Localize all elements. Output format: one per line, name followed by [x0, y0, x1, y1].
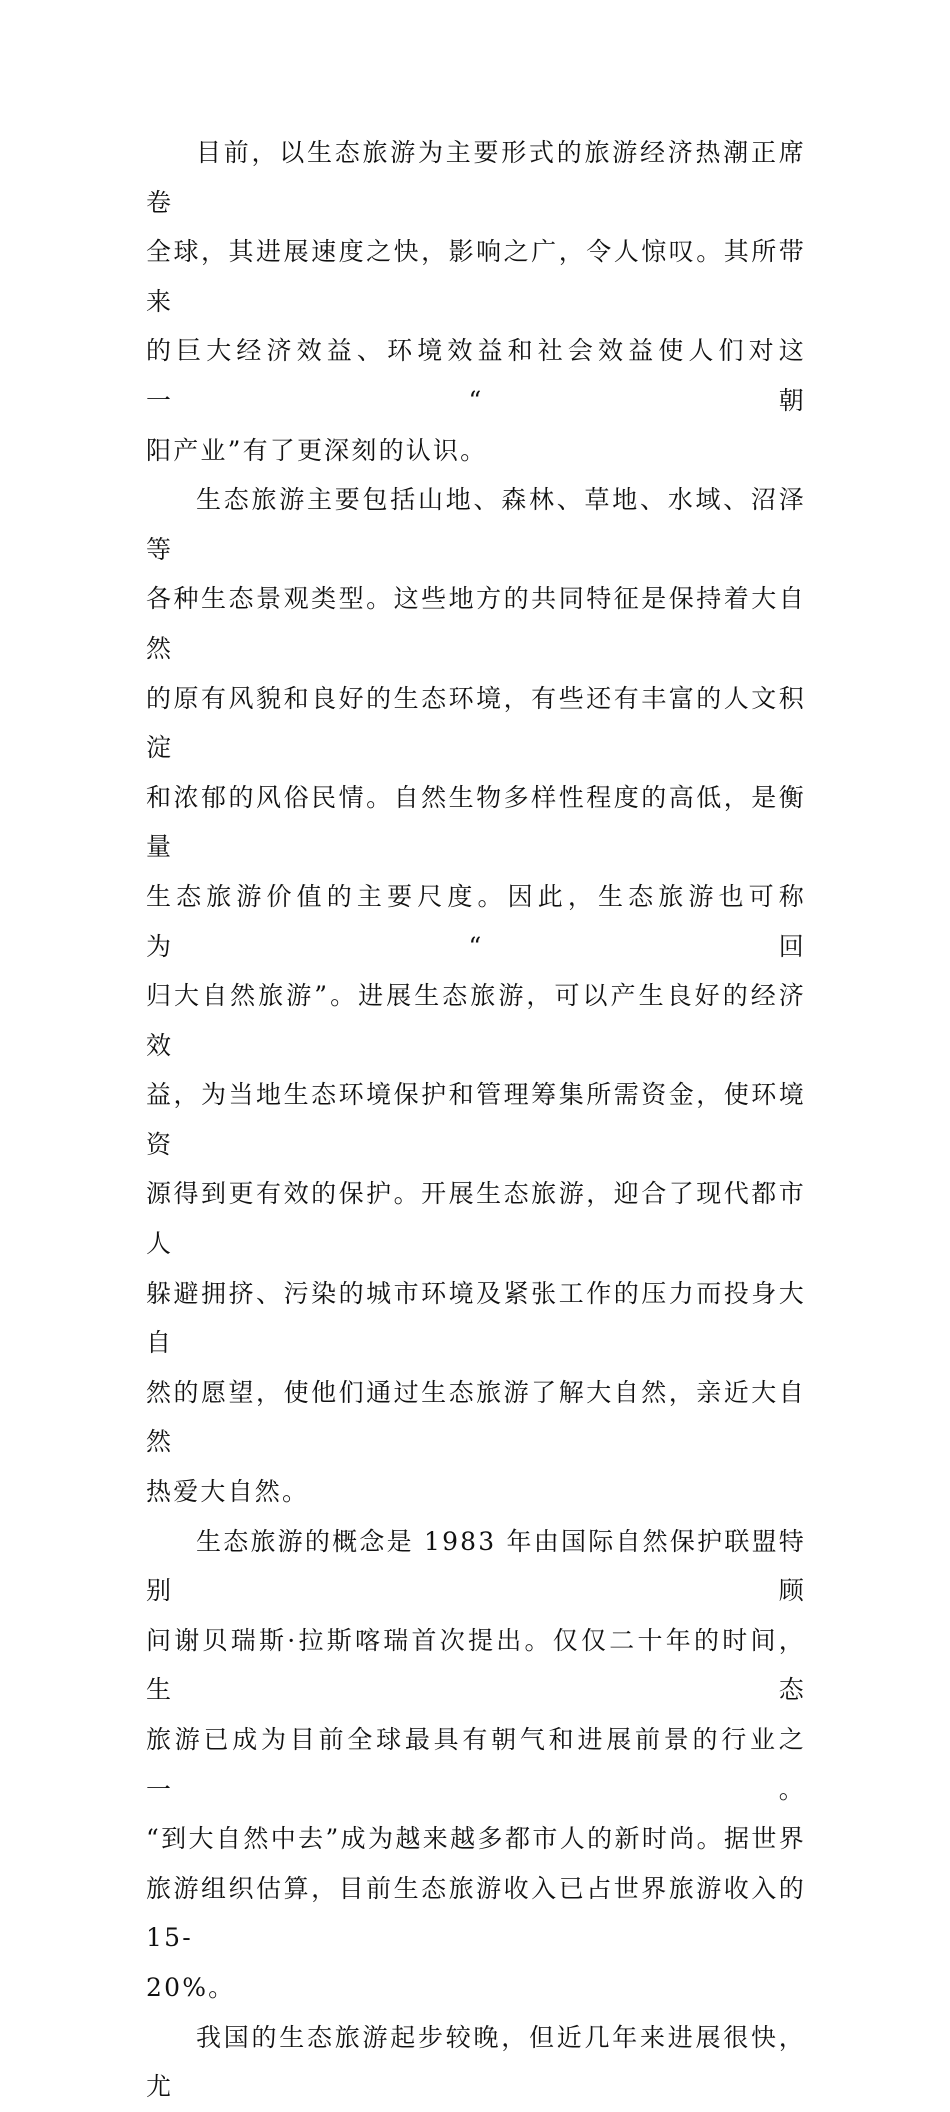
text-line: 的原有风貌和良好的生态环境，有些还有丰富的人文积淀: [146, 683, 806, 763]
text-line: 归大自然旅游”。进展生态旅游，可以产生良好的经济效: [146, 981, 806, 1060]
document-body: [146, 128, 806, 2112]
text-line: 益，为当地生态环境保护和管理筹集所需资金，使环境资: [146, 1080, 806, 1159]
paragraph-3: [146, 1517, 806, 2013]
text-line: 和浓郁的风俗民情。自然生物多样性程度的高低，是衡量: [146, 782, 806, 862]
text-line: 然的愿望，使他们通过生态旅游了解大自然，亲近大自然: [146, 1377, 806, 1457]
text-line: 旅游已成为目前全球最具有朝气和进展前景的行业之一。: [146, 1725, 806, 1804]
text-line: “到大自然中去”成为越来越多都市人的新时尚。据世界: [146, 1824, 806, 1854]
text-line: 的巨大经济效益、环境效益和社会效益使人们对这一“朝: [146, 336, 806, 415]
paragraph-2: [146, 475, 806, 1516]
text-line: 全球，其进展速度之快，影响之广，令人惊叹。其所带来: [146, 237, 806, 316]
text-line: 阳产业”有了更深刻的认识。: [146, 435, 488, 465]
paragraph-1: [146, 128, 806, 475]
text-line: 生态旅游的概念是 1983 年由国际自然保护联盟特别顾: [146, 1526, 806, 1606]
text-line: 问谢贝瑞斯·拉斯喀瑞首次提出。仅仅二十年的时间，生态: [146, 1625, 806, 1705]
text-line: 躲避拥挤、污染的城市环境及紧张工作的压力而投身大自: [146, 1278, 806, 1358]
text-line: 旅游组织估算，目前生态旅游收入已占世界旅游收入的 15-: [146, 1873, 806, 1953]
text-line: 我国的生态旅游起步较晚，但近几年来进展很快，尤: [146, 2022, 806, 2102]
paragraph-4: [146, 2013, 806, 2112]
text-line: 生态旅游价值的主要尺度。因此，生态旅游也可称为“回: [146, 881, 806, 961]
text-line: 生态旅游主要包括山地、森林、草地、水域、沼泽等: [146, 485, 806, 564]
text-line: 20%。: [146, 1972, 236, 2002]
text-line: 源得到更有效的保护。开展生态旅游，迎合了现代都市人: [146, 1179, 806, 1259]
text-line: 目前，以生态旅游为主要形式的旅游经济热潮正席卷: [146, 138, 806, 217]
text-line: 各种生态景观类型。这些地方的共同特征是保持着大自然: [146, 584, 806, 663]
text-line: 热爱大自然。: [146, 1477, 310, 1507]
